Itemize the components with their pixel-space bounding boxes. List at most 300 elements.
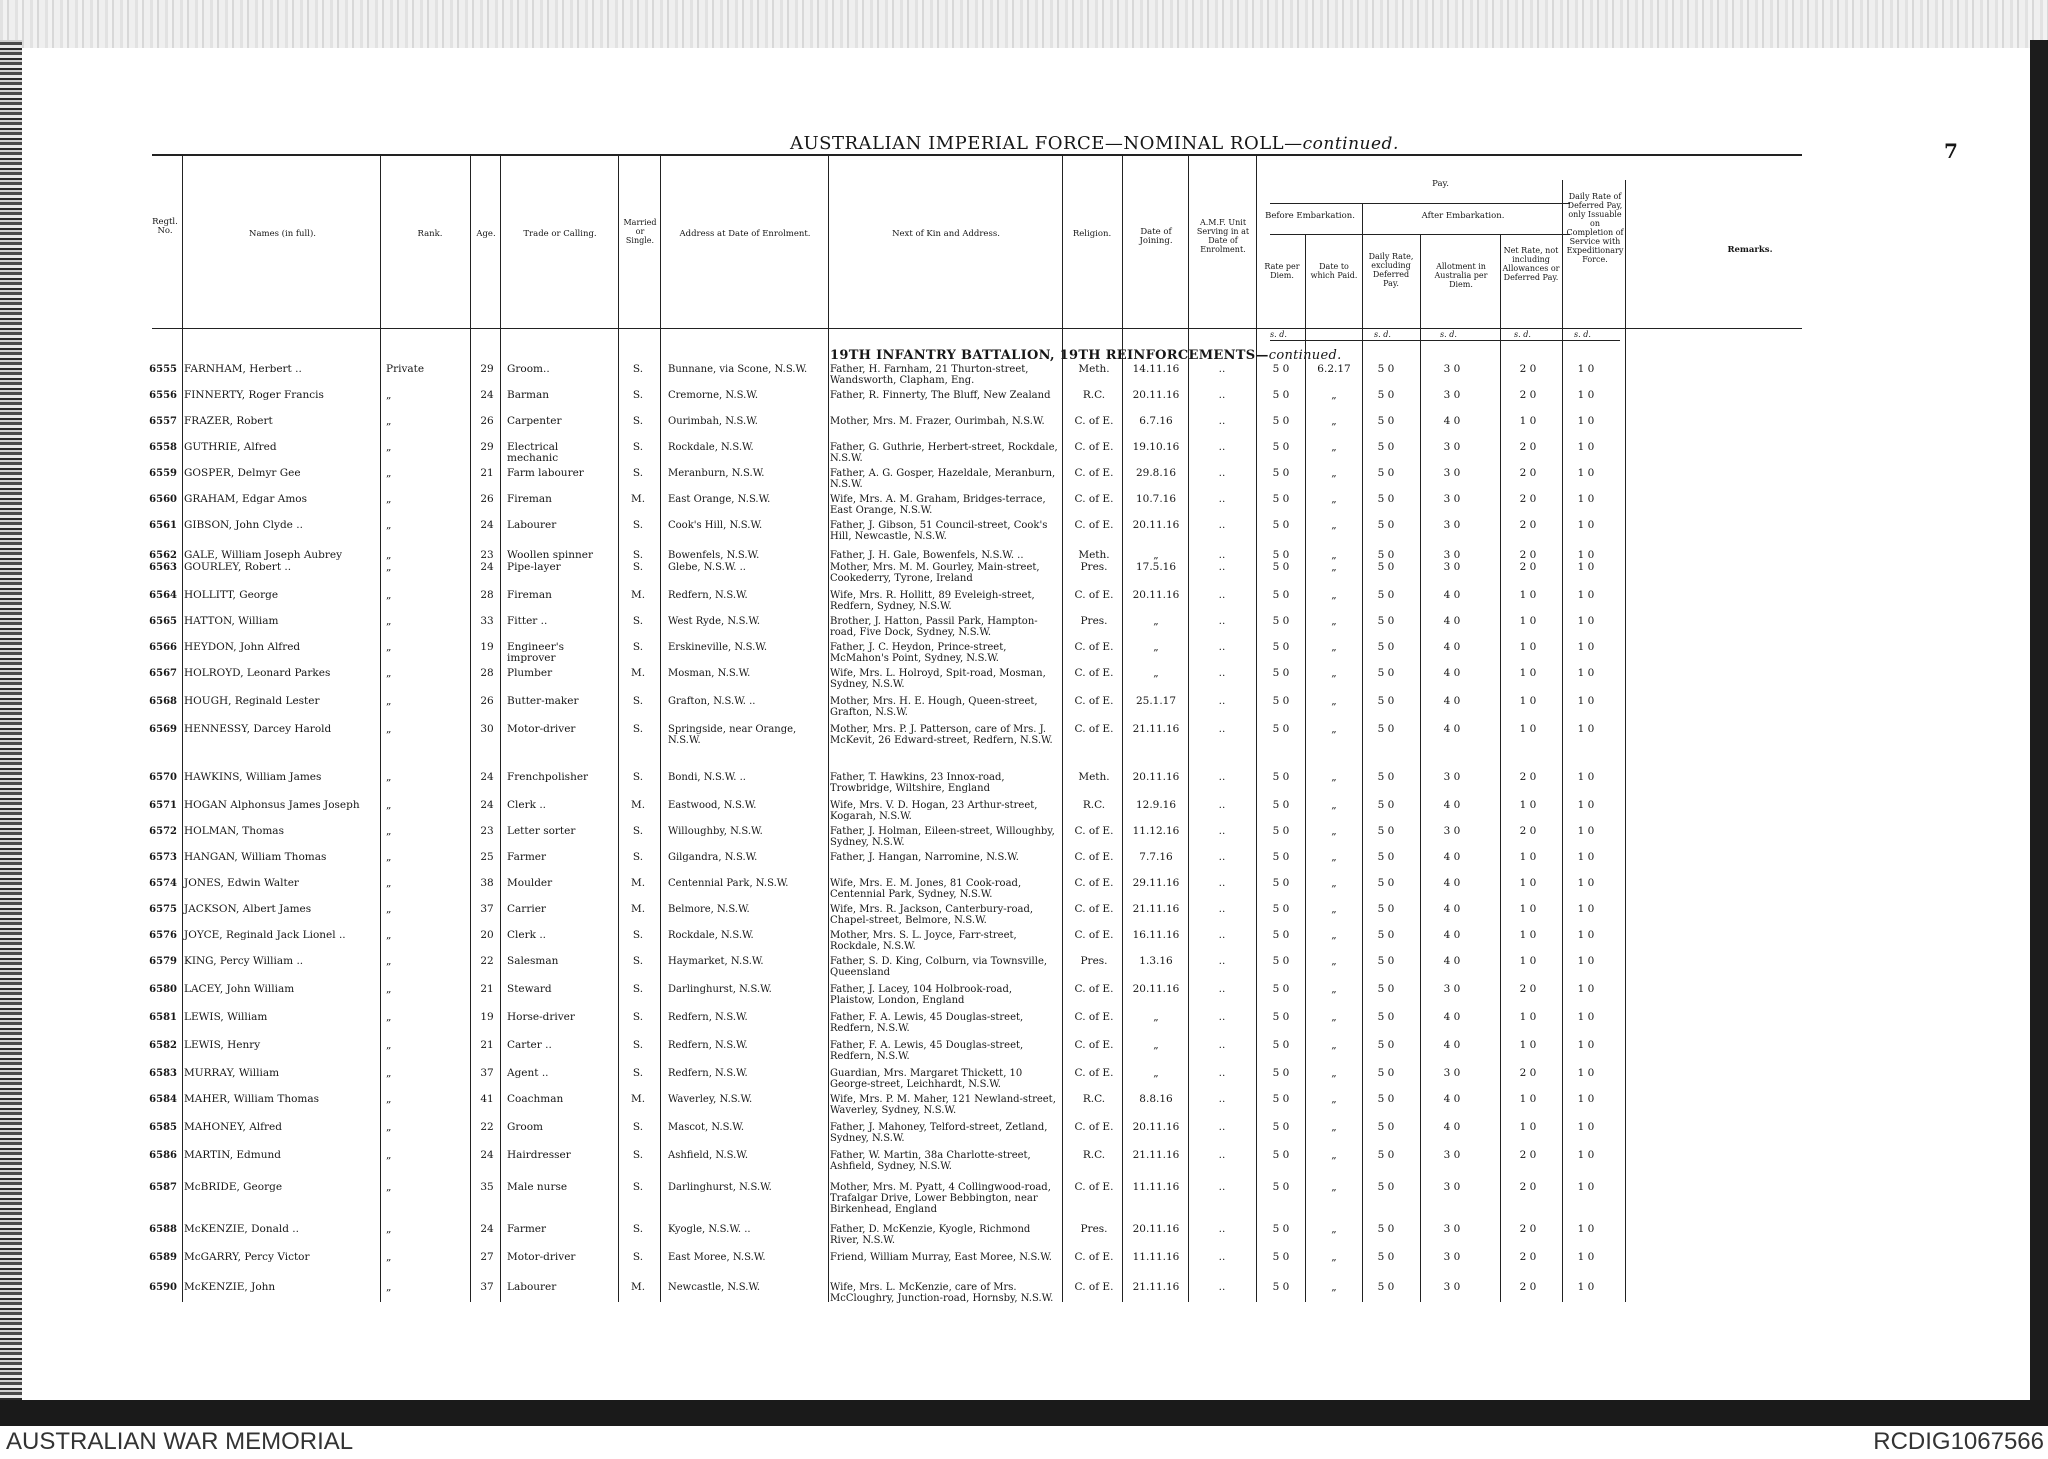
header-allotment: Allotment in Australia per Diem. [1434, 262, 1488, 289]
cell-rel: C. of E. [1074, 877, 1114, 889]
cell-no: 6585 [149, 1122, 177, 1133]
cell-rel: C. of E. [1074, 903, 1114, 915]
cell-name: HOUGH, Reginald Lester [184, 695, 320, 707]
cell-addr: Redfern, N.S.W. [668, 1068, 748, 1079]
cell-allot: 4 0 [1443, 903, 1461, 915]
cell-daily: 5 0 [1377, 1281, 1395, 1293]
cell-rank: „ [386, 493, 392, 505]
cell-daily: 5 0 [1377, 561, 1395, 573]
header-names: Names (in full). [249, 229, 316, 239]
cell-daily: 5 0 [1377, 929, 1395, 941]
cell-rel: C. of E. [1074, 695, 1114, 707]
cell-trade: Farm labourer [507, 467, 584, 479]
cell-rate: 5 0 [1272, 1149, 1290, 1161]
cell-rate: 5 0 [1272, 955, 1290, 967]
cell-nok: Wife, Mrs. A. M. Graham, Bridges-terrace, East Orange, N.S.W. [830, 494, 1046, 516]
cell-paid: „ [1331, 771, 1337, 783]
cell-addr: Centennial Park, N.S.W. [668, 878, 789, 889]
scan-right-edge [2030, 40, 2048, 1405]
cell-rel: C. of E. [1074, 1181, 1114, 1193]
cell-trade: Coachman [507, 1093, 564, 1105]
cell-net: 2 0 [1519, 561, 1537, 573]
cell-daily: 5 0 [1377, 1039, 1395, 1051]
cell-paid: „ [1331, 1011, 1337, 1023]
cell-name: HOLROYD, Leonard Parkes [184, 667, 331, 679]
cell-trade: Motor-driver [507, 1251, 576, 1263]
cell-addr: Bunnane, via Scone, N.S.W. [668, 364, 808, 375]
cell-no: 6560 [149, 494, 177, 505]
cell-ms: S. [632, 1011, 644, 1023]
cell-rate: 5 0 [1272, 1011, 1290, 1023]
page-number: 7 [1944, 139, 1958, 163]
cell-rate: 5 0 [1272, 589, 1290, 601]
cell-paid: „ [1331, 1039, 1337, 1051]
cell-rel: C. of E. [1074, 667, 1114, 679]
cell-date: 12.9.16 [1135, 799, 1177, 811]
cell-allot: 3 0 [1443, 549, 1461, 561]
cell-rank: „ [386, 1067, 392, 1079]
cell-no: 6557 [149, 416, 177, 427]
cell-rate: 5 0 [1272, 415, 1290, 427]
col-sep [1625, 180, 1626, 1302]
cell-unit: .. [1218, 549, 1226, 561]
cell-addr: Ourimbah, N.S.W. [668, 416, 758, 427]
cell-paid: „ [1331, 415, 1337, 427]
cell-net: 2 0 [1519, 389, 1537, 401]
cell-nok: Father, J. Lacey, 104 Holbrook-road, Plaistow, London, England [830, 984, 1013, 1006]
cell-net: 1 0 [1519, 903, 1537, 915]
cell-addr: Erskineville, N.S.W. [668, 642, 768, 653]
cell-unit: .. [1218, 983, 1226, 995]
cell-rank: „ [386, 877, 392, 889]
col-sep [1256, 156, 1257, 1302]
cell-unit: .. [1218, 825, 1226, 837]
cell-paid: „ [1331, 695, 1337, 707]
cell-no: 6569 [149, 724, 177, 735]
cell-net: 1 0 [1519, 415, 1537, 427]
cell-nok: Father, W. Martin, 38a Charlotte-street, Ashfield, Sydney, N.S.W. [830, 1150, 1031, 1172]
cell-trade: Clerk .. [507, 799, 547, 811]
cell-name: HAWKINS, William James [184, 771, 322, 783]
cell-age: 28 [480, 667, 494, 679]
cell-rel: C. of E. [1074, 441, 1114, 453]
cell-addr: East Moree, N.S.W. [668, 1252, 766, 1263]
cell-net: 1 0 [1519, 851, 1537, 863]
cell-age: 24 [480, 1149, 494, 1161]
cell-paid: „ [1331, 549, 1337, 561]
cell-ms: S. [632, 549, 644, 561]
cell-rel: Meth. [1078, 549, 1110, 561]
cell-net: 2 0 [1519, 1181, 1537, 1193]
cell-trade: Letter sorter [507, 825, 576, 837]
cell-age: 22 [480, 1121, 494, 1133]
cell-ms: M. [630, 1281, 646, 1293]
cell-allot: 4 0 [1443, 877, 1461, 889]
cell-date: 20.11.16 [1132, 1223, 1180, 1235]
cell-daily: 5 0 [1377, 1093, 1395, 1105]
pay-subheader-rule [1270, 203, 1570, 204]
cell-unit: .. [1218, 929, 1226, 941]
cell-date: 20.11.16 [1132, 589, 1180, 601]
cell-rate: 5 0 [1272, 1067, 1290, 1079]
cell-date: 16.11.16 [1132, 929, 1180, 941]
cell-paid: „ [1331, 1121, 1337, 1133]
col-sep [828, 156, 829, 1302]
cell-ms: S. [632, 363, 644, 375]
cell-unit: .. [1218, 641, 1226, 653]
header-address: Address at Date of Enrolment. [679, 229, 811, 239]
cell-nok: Father, H. Farnham, 21 Thurton-street, Wandsworth, Clapham, Eng. [830, 364, 1029, 386]
cell-paid: 6.2.17 [1317, 363, 1351, 375]
cell-unit: .. [1218, 415, 1226, 427]
col-sep [1305, 234, 1306, 1302]
cell-rel: Pres. [1080, 1223, 1108, 1235]
cell-date: 8.8.16 [1139, 1093, 1173, 1105]
cell-rate: 5 0 [1272, 929, 1290, 941]
cell-rank: „ [386, 1093, 392, 1105]
cell-age: 41 [480, 1093, 494, 1105]
cell-daily: 5 0 [1377, 641, 1395, 653]
cell-defer: 1 0 [1577, 799, 1595, 811]
cell-rank: „ [386, 983, 392, 995]
cell-nok: Father, A. G. Gosper, Hazeldale, Meranburn, N.S.W. [830, 468, 1056, 490]
cell-ms: M. [630, 903, 646, 915]
cell-nok: Father, F. A. Lewis, 45 Douglas-street, Redfern, N.S.W. [830, 1012, 1024, 1034]
cell-rank: „ [386, 415, 392, 427]
cell-rate: 5 0 [1272, 983, 1290, 995]
cell-rel: Pres. [1080, 955, 1108, 967]
scan-bottom-edge [0, 1400, 2048, 1426]
cell-addr: Mascot, N.S.W. [668, 1122, 745, 1133]
cell-age: 24 [480, 771, 494, 783]
cell-rate: 5 0 [1272, 695, 1290, 707]
cell-allot: 4 0 [1443, 1093, 1461, 1105]
cell-name: LEWIS, Henry [184, 1039, 261, 1051]
col-sep [1362, 203, 1363, 1302]
cell-age: 24 [480, 1223, 494, 1235]
cell-daily: 5 0 [1377, 441, 1395, 453]
cell-nok: Mother, Mrs. M. Pyatt, 4 Collingwood-road, Trafalgar Drive, Lower Bebbington, near Birkenhead, England [830, 1182, 1051, 1215]
cell-ms: S. [632, 771, 644, 783]
cell-date: 11.11.16 [1132, 1251, 1180, 1263]
cell-defer: 1 0 [1577, 1011, 1595, 1023]
cell-no: 6573 [149, 852, 177, 863]
cell-daily: 5 0 [1377, 549, 1395, 561]
cell-paid: „ [1331, 877, 1337, 889]
cell-paid: „ [1331, 589, 1337, 601]
cell-net: 2 0 [1519, 467, 1537, 479]
cell-trade: Motor-driver [507, 723, 576, 735]
cell-rank: „ [386, 955, 392, 967]
cell-rank: „ [386, 467, 392, 479]
cell-name: LACEY, John William [184, 983, 295, 995]
col-sep [1188, 156, 1189, 1302]
cell-trade: Labourer [507, 1281, 557, 1293]
cell-rel: Meth. [1078, 363, 1110, 375]
cell-daily: 5 0 [1377, 493, 1395, 505]
cell-ms: S. [632, 825, 644, 837]
cell-age: 20 [480, 929, 494, 941]
cell-addr: Redfern, N.S.W. [668, 1040, 748, 1051]
cell-rank: „ [386, 1281, 392, 1293]
cell-no: 6587 [149, 1182, 177, 1193]
cell-no: 6584 [149, 1094, 177, 1105]
header-regtl-no: Regtl. No. [152, 217, 178, 236]
cell-rel: C. of E. [1074, 1251, 1114, 1263]
cell-rate: 5 0 [1272, 615, 1290, 627]
cell-age: 19 [480, 641, 494, 653]
cell-daily: 5 0 [1377, 1223, 1395, 1235]
cell-daily: 5 0 [1377, 589, 1395, 601]
cell-addr: Rockdale, N.S.W. [668, 442, 754, 453]
cell-allot: 4 0 [1443, 1039, 1461, 1051]
cell-ms: M. [630, 799, 646, 811]
cell-unit: .. [1218, 1121, 1226, 1133]
cell-ms: S. [632, 441, 644, 453]
cell-trade: Electrical mechanic [507, 441, 559, 464]
cell-addr: Gilgandra, N.S.W. [668, 852, 758, 863]
unit-label: s. d. [1514, 330, 1531, 339]
cell-defer: 1 0 [1577, 641, 1595, 653]
cell-paid: „ [1331, 1067, 1337, 1079]
cell-rel: C. of E. [1074, 983, 1114, 995]
cell-rate: 5 0 [1272, 549, 1290, 561]
cell-ms: S. [632, 641, 644, 653]
cell-name: LEWIS, William [184, 1011, 268, 1023]
cell-defer: 1 0 [1577, 825, 1595, 837]
cell-rel: C. of E. [1074, 415, 1114, 427]
cell-rate: 5 0 [1272, 441, 1290, 453]
cell-addr: Redfern, N.S.W. [668, 1012, 748, 1023]
cell-rate: 5 0 [1272, 1251, 1290, 1263]
cell-unit: .. [1218, 1223, 1226, 1235]
col-sep [1500, 234, 1501, 1302]
cell-rank: „ [386, 589, 392, 601]
cell-no: 6580 [149, 984, 177, 995]
cell-net: 2 0 [1519, 1067, 1537, 1079]
header-remarks: Remarks. [1727, 245, 1773, 255]
cell-rate: 5 0 [1272, 1093, 1290, 1105]
cell-rel: R.C. [1082, 1093, 1106, 1105]
cell-ms: S. [632, 955, 644, 967]
cell-allot: 4 0 [1443, 415, 1461, 427]
cell-age: 24 [480, 799, 494, 811]
cell-name: HOGAN Alphonsus James Joseph [184, 799, 360, 811]
header-pay: Pay. [1432, 179, 1449, 189]
cell-rel: Meth. [1078, 771, 1110, 783]
cell-rank: Private [386, 363, 425, 375]
cell-trade: Groom.. [507, 363, 550, 375]
cell-ms: S. [632, 983, 644, 995]
cell-age: 22 [480, 955, 494, 967]
header-age: Age. [476, 229, 496, 239]
cell-date: 20.11.16 [1132, 389, 1180, 401]
cell-rel: C. of E. [1074, 589, 1114, 601]
cell-net: 1 0 [1519, 1039, 1537, 1051]
unit-label: s. d. [1374, 330, 1391, 339]
cell-addr: Cook's Hill, N.S.W. [668, 520, 763, 531]
cell-nok: Father, F. A. Lewis, 45 Douglas-street, Redfern, N.S.W. [830, 1040, 1024, 1062]
cell-rel: C. of E. [1074, 825, 1114, 837]
cell-daily: 5 0 [1377, 615, 1395, 627]
cell-rel: R.C. [1082, 389, 1106, 401]
cell-unit: .. [1218, 903, 1226, 915]
cell-defer: 1 0 [1577, 1281, 1595, 1293]
cell-unit: .. [1218, 615, 1226, 627]
cell-ms: S. [632, 467, 644, 479]
cell-unit: .. [1218, 799, 1226, 811]
cell-ms: S. [632, 1149, 644, 1161]
cell-no: 6583 [149, 1068, 177, 1079]
cell-date: 20.11.16 [1132, 983, 1180, 995]
cell-rate: 5 0 [1272, 363, 1290, 375]
unit-label: s. d. [1574, 330, 1591, 339]
cell-trade: Fireman [507, 493, 552, 505]
cell-ms: M. [630, 589, 646, 601]
cell-rate: 5 0 [1272, 467, 1290, 479]
cell-date: 25.1.17 [1135, 695, 1177, 707]
cell-date: 21.11.16 [1132, 1281, 1180, 1293]
cell-no: 6564 [149, 590, 177, 601]
cell-rel: C. of E. [1074, 493, 1114, 505]
cell-name: FARNHAM, Herbert .. [184, 363, 302, 375]
cell-date: „ [1153, 1011, 1159, 1023]
cell-daily: 5 0 [1377, 1121, 1395, 1133]
pay-units-rule [1270, 340, 1620, 341]
col-sep [618, 156, 619, 1302]
cell-defer: 1 0 [1577, 441, 1595, 453]
cell-ms: S. [632, 851, 644, 863]
scan-left-edge [0, 40, 22, 1405]
cell-unit: .. [1218, 695, 1226, 707]
cell-defer: 1 0 [1577, 771, 1595, 783]
cell-allot: 4 0 [1443, 929, 1461, 941]
cell-daily: 5 0 [1377, 799, 1395, 811]
cell-rel: C. of E. [1074, 1011, 1114, 1023]
cell-net: 2 0 [1519, 983, 1537, 995]
cell-paid: „ [1331, 799, 1337, 811]
cell-name: HANGAN, William Thomas [184, 851, 327, 863]
cell-trade: Carrier [507, 903, 546, 915]
cell-rel: C. of E. [1074, 723, 1114, 735]
cell-no: 6574 [149, 878, 177, 889]
cell-ms: S. [632, 1223, 644, 1235]
col-sep [1062, 156, 1063, 1302]
cell-age: 35 [480, 1181, 494, 1193]
cell-paid: „ [1331, 389, 1337, 401]
cell-net: 2 0 [1519, 1149, 1537, 1161]
cell-rank: „ [386, 1039, 392, 1051]
cell-ms: S. [632, 1039, 644, 1051]
cell-daily: 5 0 [1377, 955, 1395, 967]
cell-unit: .. [1218, 877, 1226, 889]
cell-rank: „ [386, 825, 392, 837]
cell-name: MAHONEY, Alfred [184, 1121, 282, 1133]
header-married: Married or Single. [623, 218, 657, 245]
cell-allot: 4 0 [1443, 641, 1461, 653]
cell-name: GUTHRIE, Alfred [184, 441, 277, 453]
cell-allot: 3 0 [1443, 1251, 1461, 1263]
cell-ms: M. [630, 877, 646, 889]
cell-addr: Cremorne, N.S.W. [668, 390, 759, 401]
cell-ms: M. [630, 1093, 646, 1105]
cell-rank: „ [386, 441, 392, 453]
cell-age: 29 [480, 441, 494, 453]
cell-rel: C. of E. [1074, 1281, 1114, 1293]
cell-allot: 3 0 [1443, 561, 1461, 573]
cell-date: „ [1153, 667, 1159, 679]
col-sep [500, 156, 501, 1302]
cell-allot: 3 0 [1443, 1281, 1461, 1293]
cell-rank: „ [386, 771, 392, 783]
cell-allot: 3 0 [1443, 519, 1461, 531]
cell-paid: „ [1331, 641, 1337, 653]
cell-rate: 5 0 [1272, 561, 1290, 573]
cell-daily: 5 0 [1377, 519, 1395, 531]
cell-trade: Butter-maker [507, 695, 579, 707]
cell-paid: „ [1331, 1149, 1337, 1161]
cell-rel: C. of E. [1074, 467, 1114, 479]
cell-paid: „ [1331, 1181, 1337, 1193]
cell-net: 1 0 [1519, 667, 1537, 679]
cell-date: 29.8.16 [1135, 467, 1177, 479]
cell-name: HENNESSY, Darcey Harold [184, 723, 332, 735]
cell-age: 28 [480, 589, 494, 601]
cell-defer: 1 0 [1577, 519, 1595, 531]
cell-daily: 5 0 [1377, 1181, 1395, 1193]
cell-defer: 1 0 [1577, 955, 1595, 967]
cell-addr: Meranburn, N.S.W. [668, 468, 765, 479]
cell-ms: S. [632, 1251, 644, 1263]
cell-no: 6576 [149, 930, 177, 941]
cell-trade: Engineer's improver [507, 641, 564, 664]
cell-date: 17.5.16 [1135, 561, 1177, 573]
cell-paid: „ [1331, 851, 1337, 863]
cell-no: 6561 [149, 520, 177, 531]
cell-rank: „ [386, 695, 392, 707]
cell-rate: 5 0 [1272, 771, 1290, 783]
cell-name: HATTON, William [184, 615, 279, 627]
cell-ms: M. [630, 667, 646, 679]
cell-net: 1 0 [1519, 723, 1537, 735]
cell-daily: 5 0 [1377, 723, 1395, 735]
cell-rank: „ [386, 549, 392, 561]
cell-defer: 1 0 [1577, 983, 1595, 995]
cell-age: 24 [480, 561, 494, 573]
footer-institution: AUSTRALIAN WAR MEMORIAL [6, 1428, 354, 1455]
cell-date: 20.11.16 [1132, 1121, 1180, 1133]
cell-trade: Labourer [507, 519, 557, 531]
cell-nok: Father, J. Gibson, 51 Council-street, Cook's Hill, Newcastle, N.S.W. [830, 520, 1048, 542]
cell-addr: Redfern, N.S.W. [668, 590, 748, 601]
cell-allot: 4 0 [1443, 667, 1461, 679]
cell-trade: Carter .. [507, 1039, 552, 1051]
cell-rate: 5 0 [1272, 1223, 1290, 1235]
battalion-heading: 19TH INFANTRY BATTALION, 19TH REINFORCEMENTS—continued. [830, 348, 1342, 363]
cell-no: 6558 [149, 442, 177, 453]
cell-net: 1 0 [1519, 929, 1537, 941]
cell-addr: Glebe, N.S.W. .. [668, 562, 746, 573]
cell-age: 37 [480, 903, 494, 915]
cell-no: 6559 [149, 468, 177, 479]
cell-daily: 5 0 [1377, 695, 1395, 707]
cell-age: 21 [480, 1039, 494, 1051]
cell-rel: C. of E. [1074, 1121, 1114, 1133]
col-sep [470, 156, 471, 1302]
cell-nok: Father, J. H. Gale, Bowenfels, N.S.W. .. [830, 550, 1024, 561]
cell-allot: 3 0 [1443, 983, 1461, 995]
cell-nok: Father, G. Guthrie, Herbert-street, Rockdale, N.S.W. [830, 442, 1058, 464]
